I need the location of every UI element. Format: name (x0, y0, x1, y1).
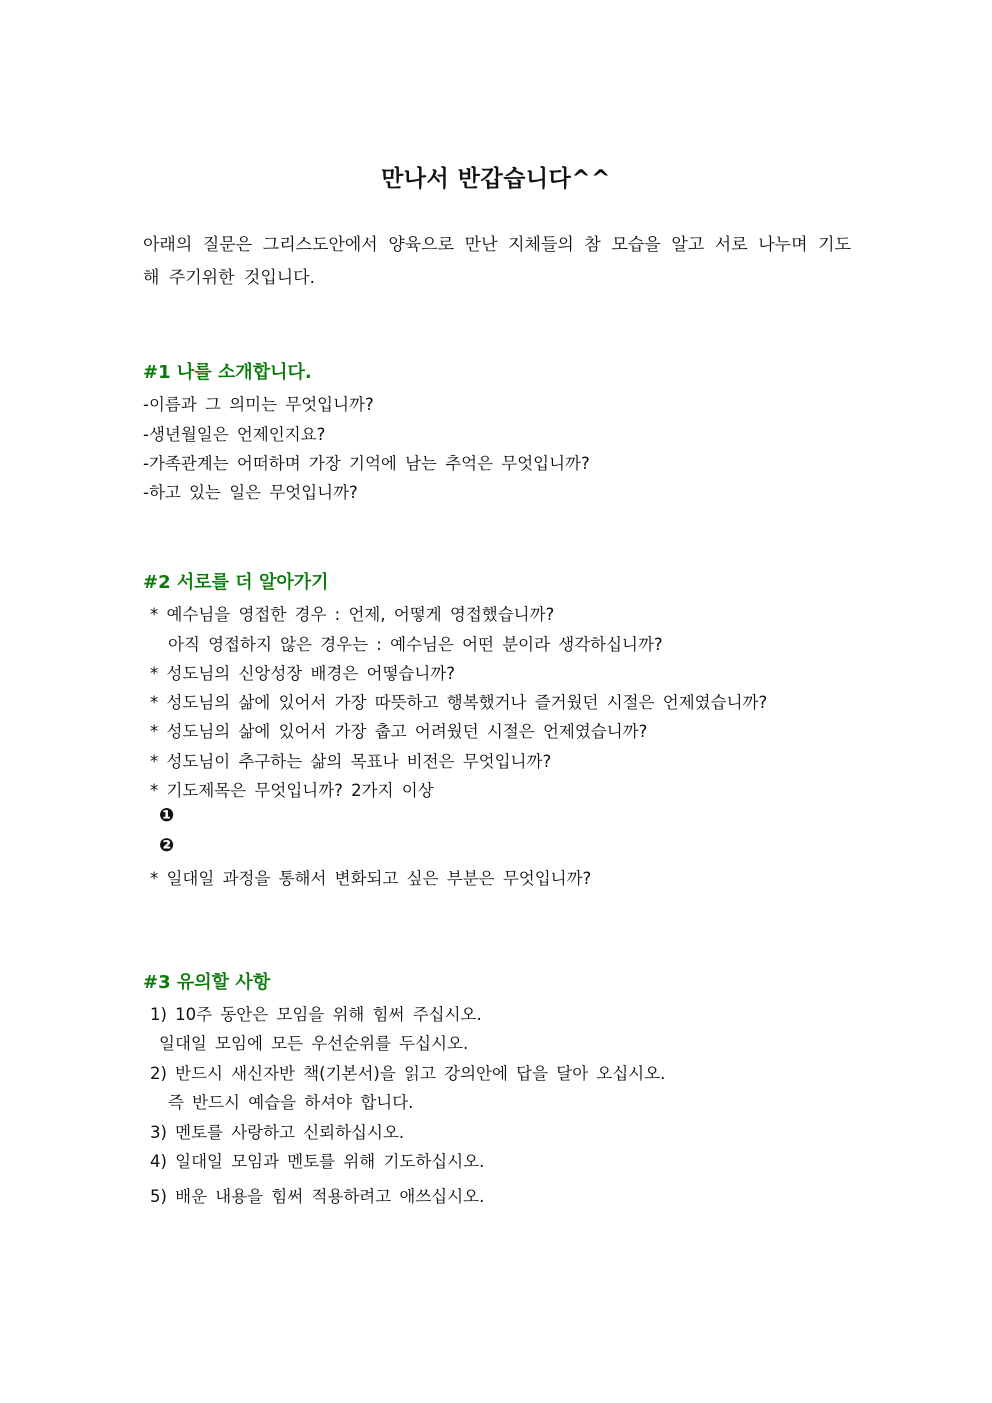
section2-item: 아직 영접하지 않은 경우는 : 예수님은 어떤 분이라 생각하십니까? (168, 635, 663, 654)
section1-item: -가족관계는 어떠하며 가장 기억에 남는 추억은 무엇입니까? (143, 454, 590, 473)
section3-item: 즉 반드시 예습을 하셔야 합니다. (168, 1093, 414, 1112)
section3-item: 1) 10주 동안은 모임을 위해 힘써 주십시오. (150, 1005, 482, 1024)
section1-item: -하고 있는 일은 무엇입니까? (143, 483, 358, 502)
section3-item: 2) 반드시 새신자반 책(기본서)을 읽고 강의안에 답을 달아 오십시오. (150, 1064, 666, 1083)
section2-item: * 성도님의 신앙성장 배경은 어떻습니까? (150, 664, 456, 683)
section1-item: -생년월일은 언제인지요? (143, 425, 326, 444)
section2-item: * 일대일 과정을 통해서 변화되고 싶은 부분은 무엇입니까? (150, 869, 592, 888)
section2-item: * 예수님을 영접한 경우 : 언제, 어떻게 영접했습니까? (150, 605, 555, 624)
section2-item: * 기도제목은 무엇입니까? 2가지 이상 (150, 781, 434, 800)
section3-item: 4) 일대일 모임과 멘토를 위해 기도하십시오. (150, 1152, 485, 1171)
section1-heading: #1 나를 소개합니다. (143, 362, 312, 383)
section1-item: -이름과 그 의미는 무엇입니까? (143, 395, 374, 414)
document-title: 만나서 반갑습니다^^ (381, 166, 611, 192)
section3-item: 3) 멘토를 사랑하고 신뢰하십시오. (150, 1123, 405, 1142)
number-two-marker: ❷ (159, 835, 175, 856)
section2-item: * 성도님이 추구하는 삶의 목표나 비전은 무엇입니까? (150, 752, 552, 771)
section2-heading: #2 서로를 더 알아가기 (143, 572, 329, 593)
section3-heading: #3 유의할 사항 (143, 972, 271, 993)
section3-item: 일대일 모임에 모든 우선순위를 두십시오. (159, 1034, 469, 1053)
intro-paragraph: 아래의 질문은 그리스도안에서 양육으로 만난 지체들의 참 모습을 알고 서로 나누며 기도해 주기위한 것입니다. (143, 235, 851, 288)
section2-item: * 성도님의 삶에 있어서 가장 따뜻하고 행복했거나 즐거웠던 시절은 언제였습니까? (150, 693, 768, 712)
section3-item: 5) 배운 내용을 힘써 적용하려고 애쓰십시오. (150, 1187, 485, 1206)
section2-item: * 성도님의 삶에 있어서 가장 춥고 어려웠던 시절은 언제였습니까? (150, 722, 648, 741)
number-one-marker: ❶ (159, 805, 175, 826)
